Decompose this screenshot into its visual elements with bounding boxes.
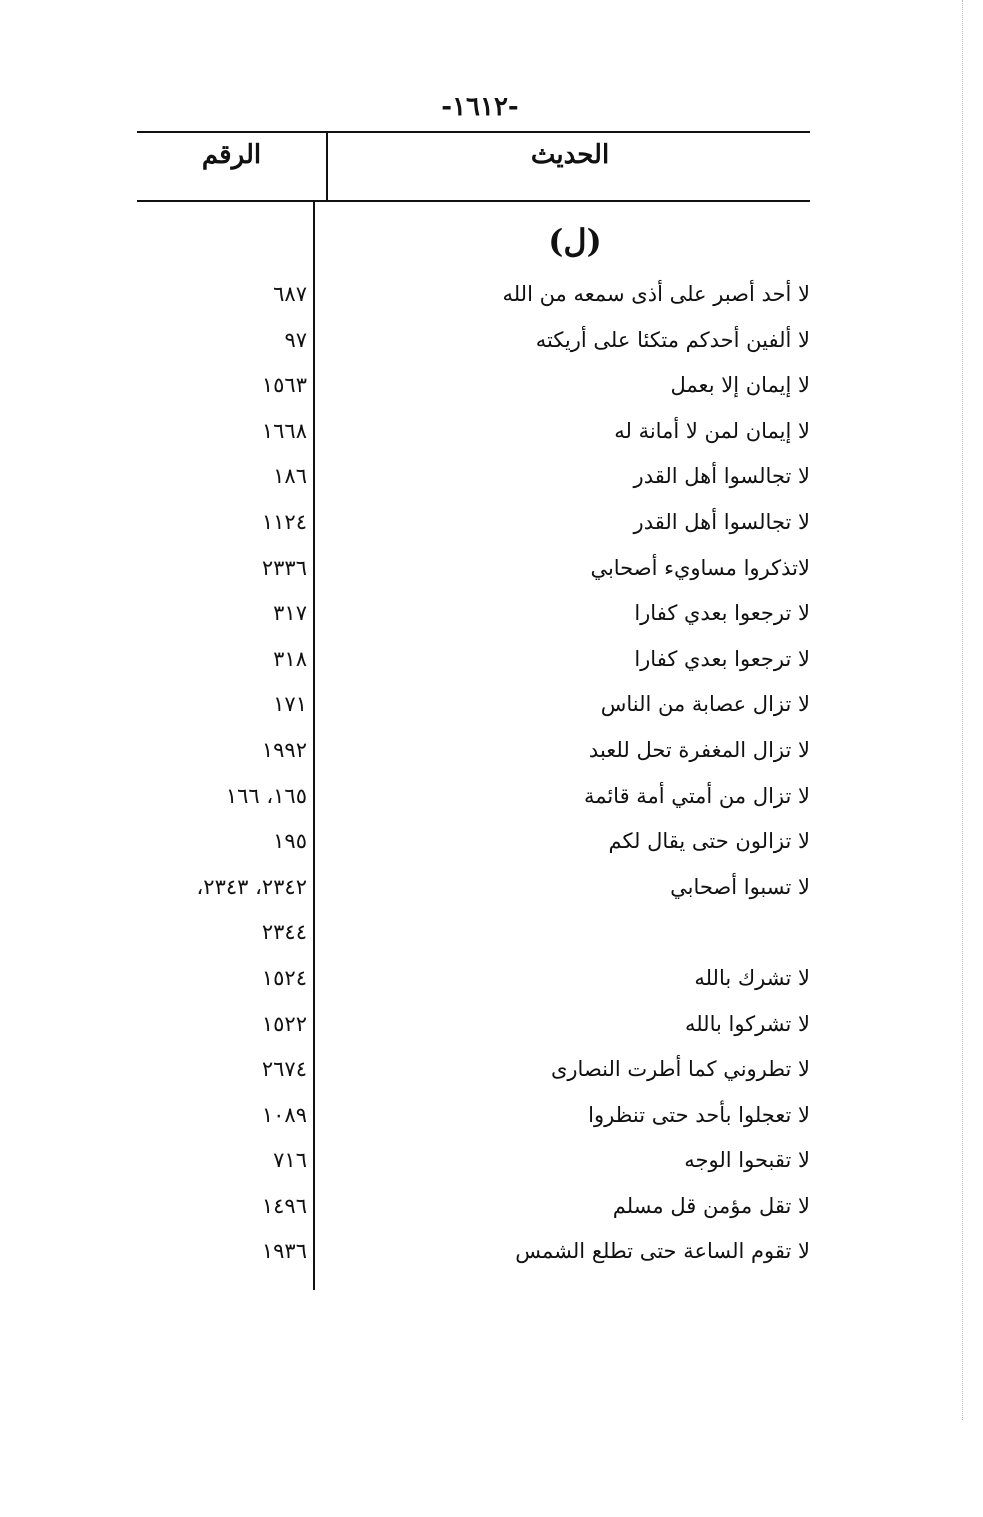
hadith-number: ٢٣٣٦ xyxy=(261,555,307,580)
hadith-text: لا تسبوا أصحابي xyxy=(670,874,810,899)
table-row xyxy=(137,869,810,915)
column-header-hadith: الحديث xyxy=(530,140,610,170)
hadith-text: لا تزالون حتى يقال لكم xyxy=(608,829,810,854)
table-row xyxy=(137,276,810,322)
hadith-text: لا تزال من أمتي أمة قائمة xyxy=(583,783,810,808)
page-number: -١٦١٢- xyxy=(441,92,519,122)
table-row xyxy=(137,960,810,1006)
hadith-text: لا تقل مؤمن قل مسلم xyxy=(612,1193,810,1218)
table-row xyxy=(137,1233,810,1279)
hadith-number: ١٩٣٦ xyxy=(261,1239,307,1264)
hadith-number: ٧١٦ xyxy=(273,1148,307,1173)
table-row xyxy=(137,1142,810,1188)
table-row xyxy=(137,1097,810,1143)
table-row xyxy=(137,595,810,641)
hadith-text: لا تقبحوا الوجه xyxy=(684,1148,810,1173)
hadith-text: لاتذكروا مساويء أصحابي xyxy=(590,555,810,580)
hadith-text: لا ألفين أحدكم متكئا على أريكته xyxy=(535,327,810,352)
table-row xyxy=(137,641,810,687)
table-row xyxy=(137,322,810,368)
hadith-number: ١٨٦ xyxy=(273,464,307,489)
header-column-divider xyxy=(326,131,328,201)
hadith-number: ١٧١ xyxy=(273,692,307,717)
scan-margin-line xyxy=(962,0,964,1420)
hadith-number: ٣١٨ xyxy=(273,646,307,671)
hadith-text: لا ترجعوا بعدي كفارا xyxy=(634,601,810,626)
hadith-number: ١٥٢٢ xyxy=(261,1011,307,1036)
table-row xyxy=(137,413,810,459)
header-rule xyxy=(137,200,810,202)
hadith-number: ٣١٧ xyxy=(273,601,307,626)
table-row xyxy=(137,550,810,596)
hadith-number: ١٥٢٤ xyxy=(261,965,307,990)
table-row xyxy=(137,686,810,732)
table-row xyxy=(137,1006,810,1052)
top-rule xyxy=(137,131,810,133)
hadith-number: ١٠٨٩ xyxy=(261,1102,307,1127)
hadith-number: ٩٧ xyxy=(284,327,307,352)
table-row xyxy=(137,914,810,960)
table-row xyxy=(137,732,810,778)
hadith-number: ١٦٥، ١٦٦ xyxy=(225,783,307,808)
hadith-number: ١٩٥ xyxy=(273,829,307,854)
table-row xyxy=(137,823,810,869)
hadith-number: ٢٣٤٢، ٢٣٤٣، xyxy=(196,874,307,899)
hadith-text: لا تزال المغفرة تحل للعبد xyxy=(588,737,810,762)
hadith-number: ١٥٦٣ xyxy=(261,373,307,398)
hadith-text: لا أحد أصبر على أذى سمعه من الله xyxy=(502,282,810,306)
hadith-text: لا إيمان إلا بعمل xyxy=(670,373,810,398)
hadith-text: لا تشرك بالله xyxy=(694,965,810,990)
hadith-text: لا تجالسوا أهل القدر xyxy=(633,464,810,489)
hadith-text: لا تشركوا بالله xyxy=(684,1011,810,1036)
hadith-text: لا تزال عصابة من الناس xyxy=(600,692,810,717)
table-row xyxy=(137,504,810,550)
table-row xyxy=(137,1051,810,1097)
column-header-number: الرقم xyxy=(201,140,262,170)
section-letter-heading: (ل) xyxy=(548,222,602,260)
table-row xyxy=(137,1188,810,1234)
table-row xyxy=(137,367,810,413)
hadith-text: لا تعجلوا بأحد حتى تنظروا xyxy=(588,1102,810,1127)
hadith-number: ١٦٦٨ xyxy=(261,418,307,443)
table-row xyxy=(137,458,810,504)
index-table xyxy=(137,276,810,1279)
hadith-number: ٢٣٤٤ xyxy=(261,920,307,945)
hadith-number: ١٩٩٢ xyxy=(261,737,307,762)
hadith-text: لا تجالسوا أهل القدر xyxy=(633,509,810,534)
table-row xyxy=(137,778,810,824)
hadith-number: ١١٢٤ xyxy=(261,509,307,534)
hadith-text: لا تقوم الساعة حتى تطلع الشمس xyxy=(515,1239,810,1264)
hadith-number: ٢٦٧٤ xyxy=(261,1057,307,1082)
hadith-text: لا ترجعوا بعدي كفارا xyxy=(634,646,810,671)
hadith-text: لا إيمان لمن لا أمانة له xyxy=(614,418,810,443)
hadith-text: لا تطروني كما أطرت النصارى xyxy=(550,1057,810,1082)
hadith-number: ١٤٩٦ xyxy=(261,1193,307,1218)
hadith-number: ٦٨٧ xyxy=(273,282,307,306)
